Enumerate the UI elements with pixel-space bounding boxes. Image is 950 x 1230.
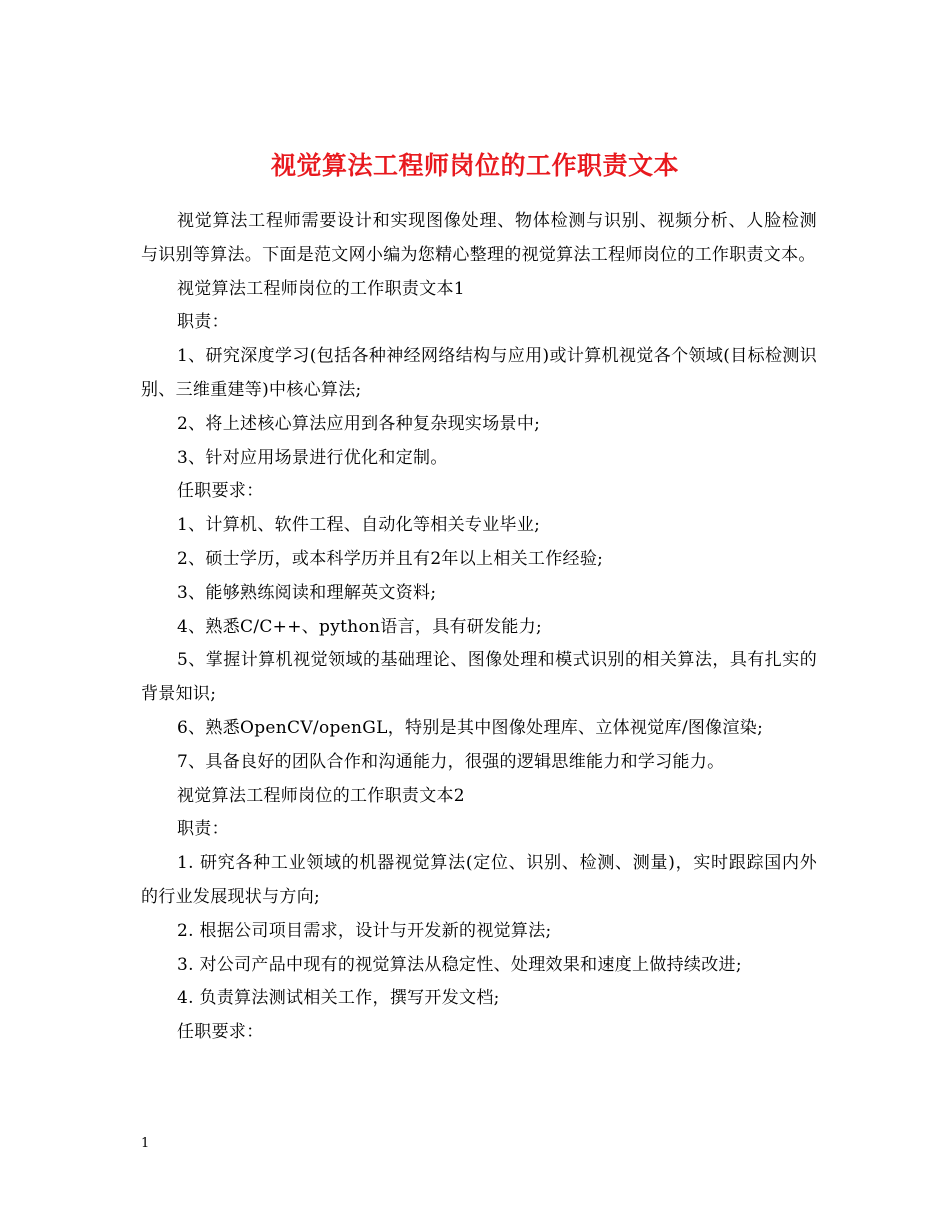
duty-item: 1. 研究各种工业领域的机器视觉算法(定位、识别、检测、测量)，实时跟踪国内外的行业发展现状与方向; xyxy=(141,853,817,907)
duty-item: 3. 对公司产品中现有的视觉算法从稳定性、处理效果和速度上做持续改进; xyxy=(177,954,742,975)
duty-item: 2、将上述核心算法应用到各种复杂现实场景中; xyxy=(177,413,541,434)
requirement-item: 6、熟悉OpenCV/openGL，特别是其中图像处理库、立体视觉库/图像渲染; xyxy=(177,717,764,738)
requirement-item: 2、硕士学历，或本科学历并且有2年以上相关工作经验; xyxy=(177,548,604,569)
requirements-heading: 任职要求： xyxy=(177,481,264,502)
requirement-item: 3、能够熟练阅读和理解英文资料; xyxy=(177,582,437,603)
duty-item: 1、研究深度学习(包括各种神经网络结构与应用)或计算机视觉各个领域(目标检测识别、三维重建等)中核心算法; xyxy=(141,346,817,400)
intro-paragraph: 视觉算法工程师需要设计和实现图像处理、物体检测与识别、视频分析、人脸检测与识别等算法。下面是范文网小编为您精心整理的视觉算法工程师岗位的工作职责文本。 xyxy=(141,211,817,265)
section-heading-2: 视觉算法工程师岗位的工作职责文本2 xyxy=(177,785,465,806)
requirements-heading: 任职要求： xyxy=(177,1022,264,1043)
requirement-item: 1、计算机、软件工程、自动化等相关专业毕业; xyxy=(177,515,541,536)
duty-item: 3、针对应用场景进行优化和定制。 xyxy=(177,447,448,468)
requirement-item: 4、熟悉C/C++、python语言，具有研发能力; xyxy=(177,616,543,637)
document-title: 视觉算法工程师岗位的工作职责文本 xyxy=(270,150,679,180)
document-body xyxy=(141,205,817,1050)
duty-item: 4. 负责算法测试相关工作，撰写开发文档; xyxy=(177,988,500,1009)
page-number: 1 xyxy=(141,1136,150,1151)
section-heading-1: 视觉算法工程师岗位的工作职责文本1 xyxy=(177,278,465,299)
duties-heading: 职责： xyxy=(177,312,229,333)
requirement-item: 7、具备良好的团队合作和沟通能力，很强的逻辑思维能力和学习能力。 xyxy=(177,751,725,772)
requirement-item: 5、掌握计算机视觉领域的基础理论、图像处理和模式识别的相关算法，具有扎实的背景知识; xyxy=(141,650,817,705)
duty-item: 2. 根据公司项目需求，设计与开发新的视觉算法; xyxy=(177,920,552,941)
duties-heading: 职责： xyxy=(177,819,229,840)
